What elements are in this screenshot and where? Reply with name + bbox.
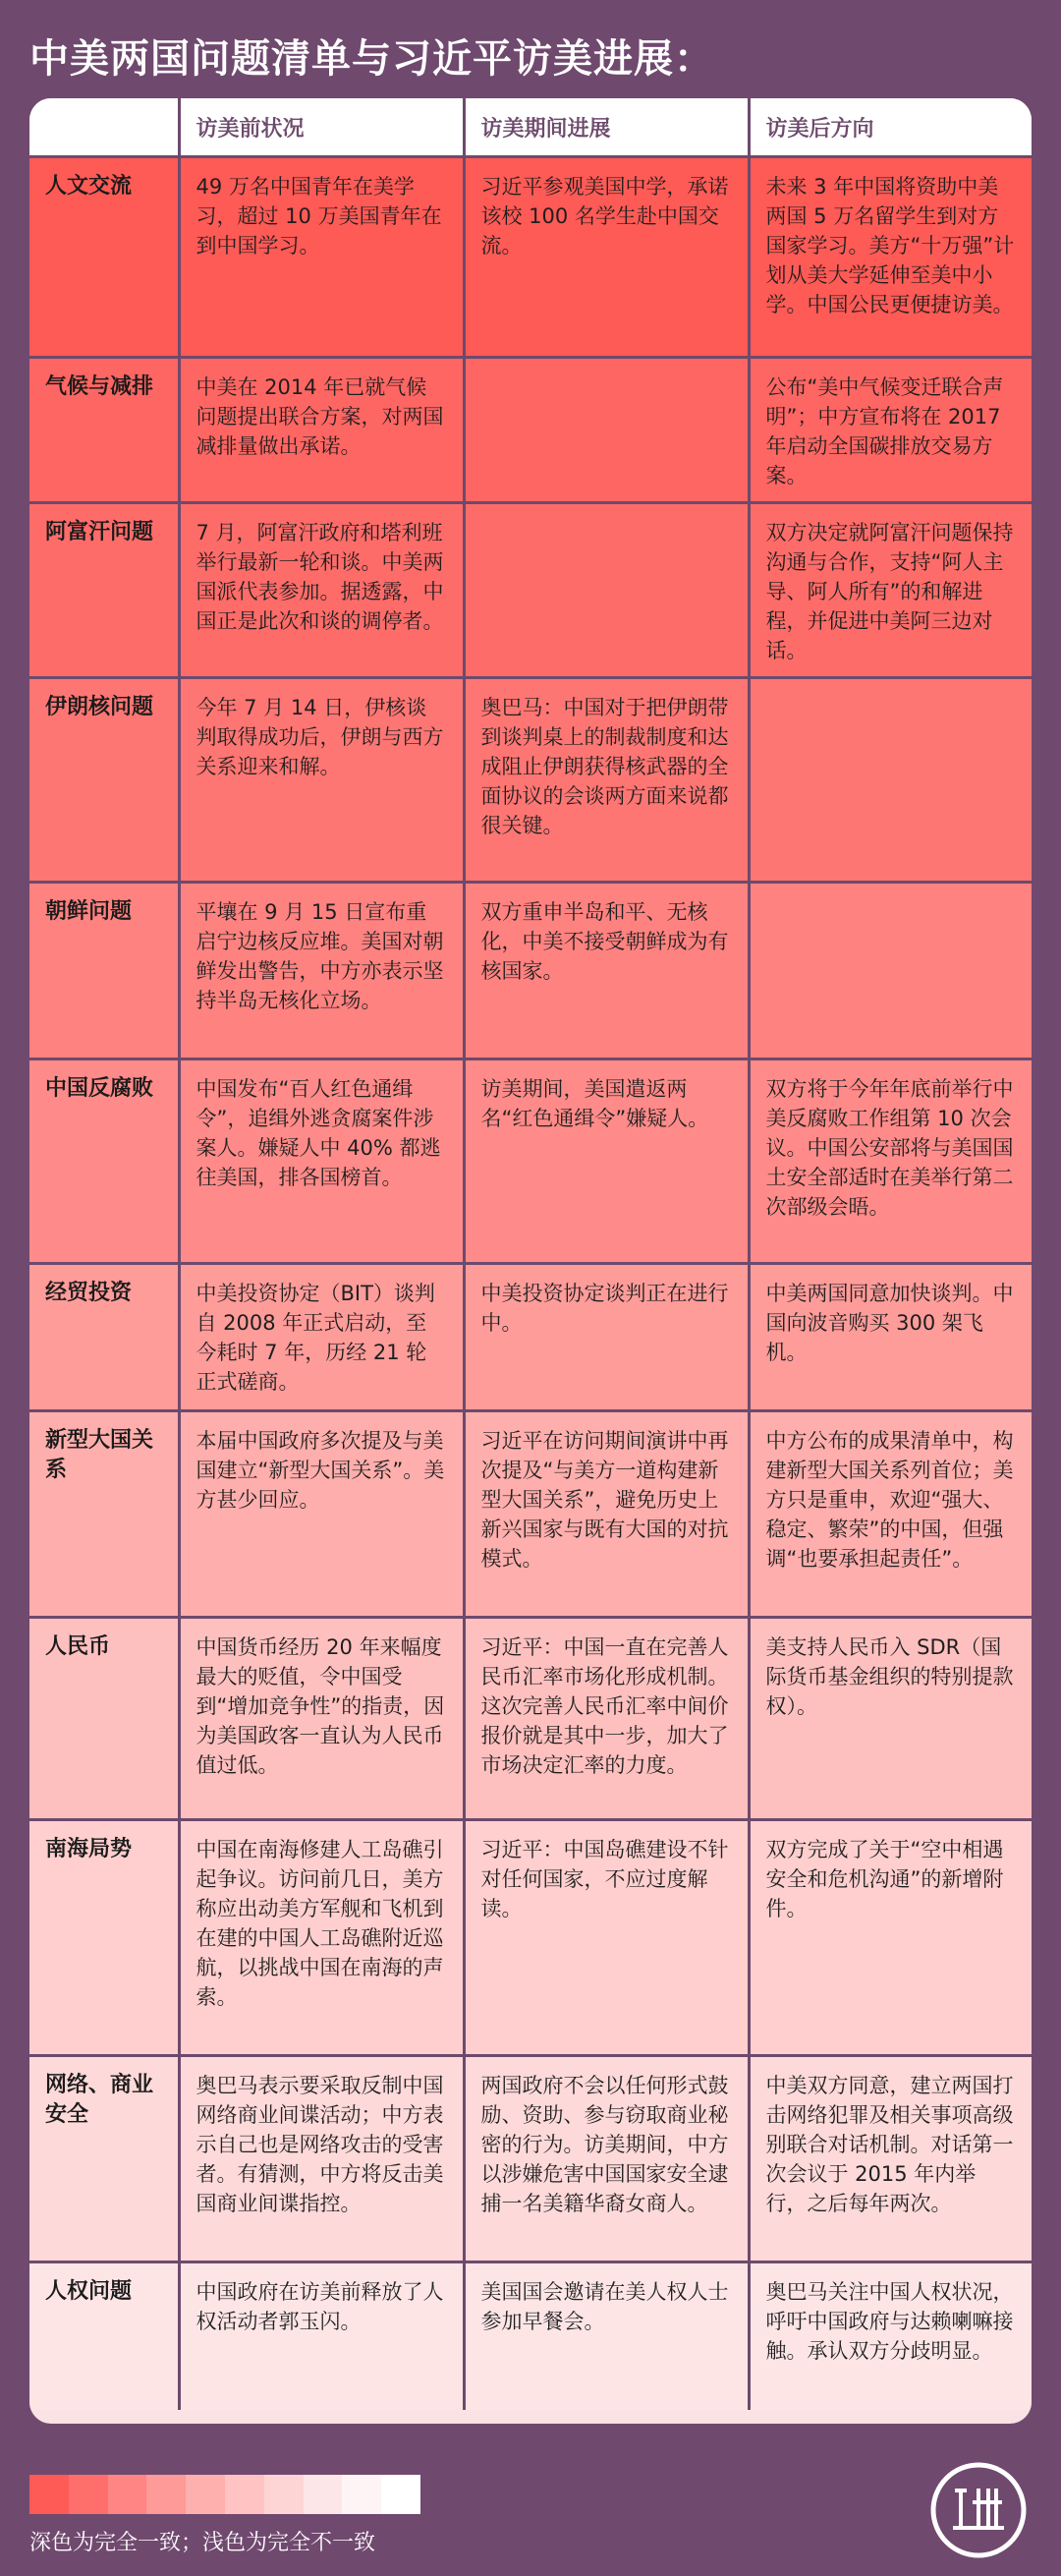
row-topic: 经贸投资 bbox=[29, 1264, 179, 1411]
row-during: 两国政府不会以任何形式鼓励、资助、参与窃取商业秘密的行为。访美期间，中方以涉嫌危害中国国家安全逮捕一名美籍华裔女商人。 bbox=[464, 2056, 749, 2262]
header-during-visit: 访美期间进展 bbox=[464, 98, 749, 157]
row-topic: 南海局势 bbox=[29, 1820, 179, 2056]
legend-swatch bbox=[29, 2475, 69, 2514]
row-topic: 网络、商业安全 bbox=[29, 2056, 179, 2262]
table-row bbox=[29, 2056, 1032, 2262]
row-during: 习近平：中国岛礁建设不针对任何国家，不应过度解读。 bbox=[464, 1820, 749, 2056]
table-header-row bbox=[29, 98, 1032, 157]
table-row bbox=[29, 1411, 1032, 1618]
row-during bbox=[464, 358, 749, 503]
legend-swatch bbox=[108, 2475, 147, 2514]
table-row bbox=[29, 2262, 1032, 2410]
row-during: 访美期间，美国遣返两名“红色通缉令”嫌疑人。 bbox=[464, 1059, 749, 1264]
row-during: 奥巴马：中国对于把伊朗带到谈判桌上的制裁制度和达成阻止伊朗获得核武器的全面协议的会谈两方面来说都很关键。 bbox=[464, 678, 749, 883]
legend-swatch bbox=[146, 2475, 186, 2514]
row-before: 49 万名中国青年在美学习，超过 10 万美国青年在到中国学习。 bbox=[179, 157, 464, 358]
header-after-visit: 访美后方向 bbox=[749, 98, 1032, 157]
table-row bbox=[29, 883, 1032, 1059]
table-row bbox=[29, 358, 1032, 503]
row-topic: 人民币 bbox=[29, 1618, 179, 1820]
row-during: 习近平在访问期间演讲中再次提及“与美方一道构建新型大国关系”，避免历史上新兴国家与既有大国的对抗模式。 bbox=[464, 1411, 749, 1618]
row-after: 双方决定就阿富汗问题保持沟通与合作，支持“阿人主导、阿人所有”的和解进程，并促进中美阿三边对话。 bbox=[749, 503, 1032, 678]
comparison-table bbox=[29, 98, 1032, 2410]
row-after: 中方公布的成果清单中，构建新型大国关系列首位；美方只是重申，欢迎“强大、稳定、繁荣”的中国，但强调“也要承担起责任”。 bbox=[749, 1411, 1032, 1618]
row-before: 7 月，阿富汗政府和塔利班举行最新一轮和谈。中美两国派代表参加。据透露，中国正是此次和谈的调停者。 bbox=[179, 503, 464, 678]
color-scale-legend bbox=[29, 2475, 420, 2514]
row-after: 中美两国同意加快谈判。中国向波音购买 300 架飞机。 bbox=[749, 1264, 1032, 1411]
table-row bbox=[29, 503, 1032, 678]
table-row bbox=[29, 1059, 1032, 1264]
row-before: 中国货币经历 20 年来幅度最大的贬值，令中国受到“增加竞争性”的指责，因为美国政客一直认为人民币值过低。 bbox=[179, 1618, 464, 1820]
row-topic: 中国反腐败 bbox=[29, 1059, 179, 1264]
row-after: 中美双方同意，建立两国打击网络犯罪及相关事项高级别联合对话机制。对话第一次会议于 2015 年内举行，之后每年两次。 bbox=[749, 2056, 1032, 2262]
legend-caption: 深色为完全一致；浅色为完全不一致 bbox=[29, 2531, 376, 2555]
row-topic: 伊朗核问题 bbox=[29, 678, 179, 883]
legend-swatch bbox=[225, 2475, 264, 2514]
legend-swatch bbox=[304, 2475, 343, 2514]
row-after: 双方将于今年年底前举行中美反腐败工作组第 10 次会议。中国公安部将与美国国土安全部适时在美举行第二次部级会晤。 bbox=[749, 1059, 1032, 1264]
row-after bbox=[749, 883, 1032, 1059]
table-row bbox=[29, 157, 1032, 358]
row-after: 奥巴马关注中国人权状况，呼吁中国政府与达赖喇嘛接触。承认双方分歧明显。 bbox=[749, 2262, 1032, 2410]
row-before: 平壤在 9 月 15 日宣布重启宁边核反应堆。美国对朝鲜发出警告，中方亦表示坚持半岛无核化立场。 bbox=[179, 883, 464, 1059]
row-during: 习近平参观美国中学，承诺该校 100 名学生赴中国交流。 bbox=[464, 157, 749, 358]
legend-swatch bbox=[381, 2475, 420, 2514]
row-before: 今年 7 月 14 日，伊核谈判取得成功后，伊朗与西方关系迎来和解。 bbox=[179, 678, 464, 883]
page-title: 中美两国问题清单与习近平访美进展： bbox=[29, 36, 714, 82]
legend-swatch bbox=[186, 2475, 225, 2514]
row-during: 双方重申半岛和平、无核化，中美不接受朝鲜成为有核国家。 bbox=[464, 883, 749, 1059]
row-topic: 朝鲜问题 bbox=[29, 883, 179, 1059]
thepaper-logo-icon bbox=[927, 2459, 1030, 2561]
row-topic: 气候与减排 bbox=[29, 358, 179, 503]
row-before: 中国发布“百人红色通缉令”，追缉外逃贪腐案件涉案人。嫌疑人中 40% 都逃往美国，排各国榜首。 bbox=[179, 1059, 464, 1264]
row-during: 中美投资协定谈判正在进行中。 bbox=[464, 1264, 749, 1411]
table-row bbox=[29, 1820, 1032, 2056]
row-during: 习近平：中国一直在完善人民币汇率市场化形成机制。这次完善人民币汇率中间价报价就是其中一步，加大了市场决定汇率的力度。 bbox=[464, 1618, 749, 1820]
table-row bbox=[29, 1618, 1032, 1820]
header-before-visit: 访美前状况 bbox=[179, 98, 464, 157]
row-during bbox=[464, 503, 749, 678]
row-topic: 阿富汗问题 bbox=[29, 503, 179, 678]
row-before: 奥巴马表示要采取反制中国网络商业间谍活动；中方表示自己也是网络攻击的受害者。有猜测，中方将反击美国商业间谍指控。 bbox=[179, 2056, 464, 2262]
header-topic bbox=[29, 98, 179, 157]
row-after: 美支持人民币入 SDR（国际货币基金组织的特别提款权）。 bbox=[749, 1618, 1032, 1820]
row-after: 公布“美中气候变迁联合声明”；中方宣布将在 2017 年启动全国碳排放交易方案。 bbox=[749, 358, 1032, 503]
table-row bbox=[29, 1264, 1032, 1411]
legend-swatch bbox=[342, 2475, 381, 2514]
legend-swatch bbox=[264, 2475, 304, 2514]
row-after: 未来 3 年中国将资助中美两国 5 万名留学生到对方国家学习。美方“十万强”计划从美大学延伸至美中小学。中国公民更便捷访美。 bbox=[749, 157, 1032, 358]
row-topic: 新型大国关系 bbox=[29, 1411, 179, 1618]
row-after: 双方完成了关于“空中相遇安全和危机沟通”的新增附件。 bbox=[749, 1820, 1032, 2056]
row-before: 本届中国政府多次提及与美国建立“新型大国关系”。美方甚少回应。 bbox=[179, 1411, 464, 1618]
comparison-table-container bbox=[29, 98, 1032, 2424]
row-before: 中美投资协定（BIT）谈判自 2008 年正式启动，至今耗时 7 年，历经 21 轮正式磋商。 bbox=[179, 1264, 464, 1411]
row-during: 美国国会邀请在美人权人士参加早餐会。 bbox=[464, 2262, 749, 2410]
row-before: 中美在 2014 年已就气候问题提出联合方案，对两国减排量做出承诺。 bbox=[179, 358, 464, 503]
legend-swatch bbox=[69, 2475, 108, 2514]
row-before: 中国政府在访美前释放了人权活动者郭玉闪。 bbox=[179, 2262, 464, 2410]
table-row bbox=[29, 678, 1032, 883]
row-after bbox=[749, 678, 1032, 883]
row-topic: 人文交流 bbox=[29, 157, 179, 358]
row-topic: 人权问题 bbox=[29, 2262, 179, 2410]
row-before: 中国在南海修建人工岛礁引起争议。访问前几日，美方称应出动美方军舰和飞机到在建的中国人工岛礁附近巡航，以挑战中国在南海的声索。 bbox=[179, 1820, 464, 2056]
